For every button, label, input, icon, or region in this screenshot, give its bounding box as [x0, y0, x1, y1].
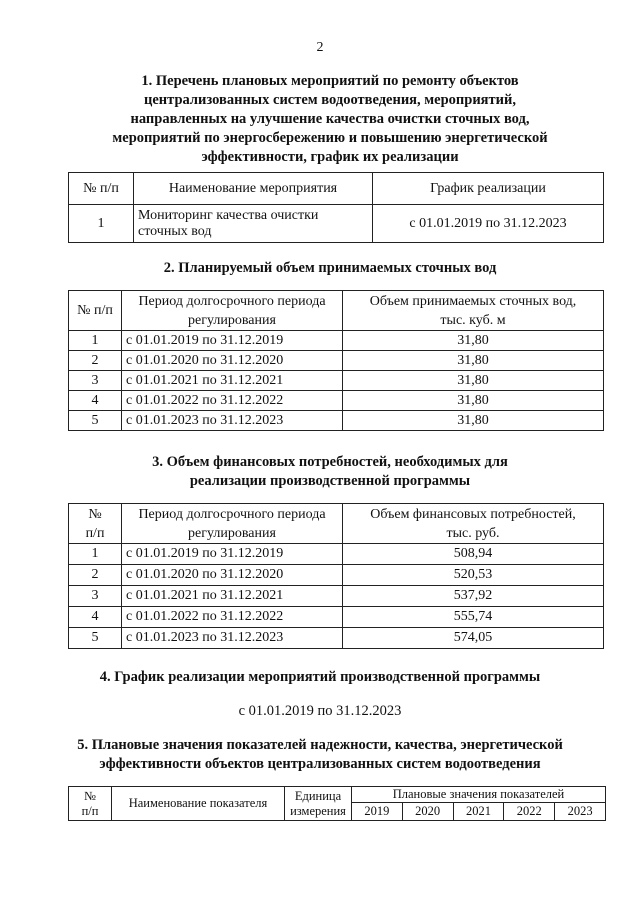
column-header-period [122, 291, 343, 331]
row-volume: 31,80 [343, 351, 604, 371]
row-number: 1 [69, 331, 122, 351]
section-5-title-line: эффективности объектов централизованных систем водоотведения [99, 756, 541, 772]
section-1-title-line: эффективности, график их реализации [201, 149, 459, 165]
column-header-planned-values: Плановые значения показателей [352, 787, 606, 803]
table-row [69, 391, 604, 411]
table-row [69, 411, 604, 431]
row-number: 2 [69, 565, 122, 586]
activities-table [68, 172, 604, 243]
section-1-title-line: 1. Перечень плановых мероприятий по ремонту объектов [141, 73, 519, 89]
table-row [69, 351, 604, 371]
wastewater-volume-table [68, 290, 604, 431]
row-financial-needs: 537,92 [343, 586, 604, 607]
row-period: с 01.01.2020 по 31.12.2020 [122, 565, 343, 586]
row-period: с 01.01.2019 по 31.12.2019 [122, 331, 343, 351]
row-volume: 31,80 [343, 411, 604, 431]
column-header-year: 2021 [453, 803, 504, 821]
section-5-title-line: 5. Плановые значения показателей надежности, качества, энергетической [77, 737, 563, 753]
row-period: с 01.01.2023 по 31.12.2023 [122, 411, 343, 431]
header-line: измерения [290, 803, 346, 818]
header-line: п/п [85, 525, 105, 541]
table-header-row [69, 291, 604, 331]
row-volume: 31,80 [343, 391, 604, 411]
section-1-title-line: мероприятий по энергосбережению и повышению энергетической [112, 130, 548, 146]
row-period: с 01.01.2022 по 31.12.2022 [122, 391, 343, 411]
row-number: 3 [69, 371, 122, 391]
row-financial-needs: 574,05 [343, 628, 604, 649]
row-period: с 01.01.2019 по 31.12.2019 [122, 544, 343, 565]
section-2-title-line: 2. Планируемый объем принимаемых сточных вод [163, 260, 497, 276]
row-financial-needs: 520,53 [343, 565, 604, 586]
table-header-row [69, 173, 604, 205]
section-1-title-line: направленных на улучшение качества очистки сточных вод, [130, 111, 530, 127]
row-number: 5 [69, 628, 122, 649]
column-header-number [69, 787, 112, 821]
row-financial-needs: 555,74 [343, 607, 604, 628]
section-4-title [20, 668, 620, 687]
column-header-number [69, 504, 122, 544]
header-line: тыс. руб. [446, 525, 500, 541]
column-header-financial-needs [343, 504, 604, 544]
table-row [69, 371, 604, 391]
header-line: Период долгосрочного периода [138, 506, 326, 522]
row-period: с 01.01.2022 по 31.12.2022 [122, 607, 343, 628]
column-header-year: 2020 [402, 803, 453, 821]
row-number: 5 [69, 411, 122, 431]
column-header-year: 2022 [504, 803, 555, 821]
activity-name [134, 205, 373, 243]
column-header-indicator-name: Наименование показателя [112, 787, 285, 821]
column-header-period [122, 504, 343, 544]
row-period: с 01.01.2021 по 31.12.2021 [122, 586, 343, 607]
header-line: Период долгосрочного периода [138, 293, 326, 309]
column-header-year: 2023 [555, 803, 606, 821]
implementation-period: с 01.01.2019 по 31.12.2023 [238, 703, 402, 719]
section-3-title-line: 3. Объем финансовых потребностей, необходимых для [152, 454, 508, 470]
column-header-unit [285, 787, 352, 821]
column-header-year: 2019 [352, 803, 403, 821]
column-header-volume [343, 291, 604, 331]
column-header-schedule: График реализации [373, 173, 604, 205]
row-number: 4 [69, 391, 122, 411]
header-line: № [84, 788, 96, 803]
column-header-number: № п/п [69, 173, 134, 205]
header-line: п/п [81, 803, 99, 818]
activity-name-line: Мониторинг качества очистки [138, 207, 319, 223]
header-line: регулирования [188, 525, 276, 541]
financial-needs-table [68, 503, 604, 649]
section-3-title-line: реализации производственной программы [189, 473, 471, 489]
header-line: регулирования [188, 312, 276, 328]
section-5-title [20, 736, 620, 774]
page-number: 2 [316, 40, 324, 55]
column-header-number: № п/п [69, 291, 122, 331]
row-number: 2 [69, 351, 122, 371]
section-1-title-line: централизованных систем водоотведения, мероприятий, [144, 92, 516, 108]
header-line: Единица [294, 788, 342, 803]
table-header-row [69, 787, 606, 803]
table-row [69, 205, 604, 243]
table-row [69, 607, 604, 628]
activity-schedule: с 01.01.2019 по 31.12.2023 [373, 205, 604, 243]
row-volume: 31,80 [343, 331, 604, 351]
row-period: с 01.01.2023 по 31.12.2023 [122, 628, 343, 649]
column-header-activity: Наименование мероприятия [134, 173, 373, 205]
row-number: 1 [69, 544, 122, 565]
row-number: 3 [69, 586, 122, 607]
indicators-table [68, 786, 606, 821]
table-row [69, 565, 604, 586]
table-row [69, 544, 604, 565]
section-4-title-line: 4. График реализации мероприятий производственной программы [99, 669, 541, 685]
row-period: с 01.01.2021 по 31.12.2021 [122, 371, 343, 391]
row-number: 4 [69, 607, 122, 628]
header-line: тыс. куб. м [440, 312, 506, 328]
row-volume: 31,80 [343, 371, 604, 391]
section-3-title [60, 453, 600, 491]
table-row [69, 331, 604, 351]
row-period: с 01.01.2020 по 31.12.2020 [122, 351, 343, 371]
table-header-row [69, 504, 604, 544]
table-row [69, 586, 604, 607]
activity-name-line: сточных вод [138, 223, 212, 239]
header-line: № [88, 506, 102, 522]
section-2-title [60, 259, 600, 278]
header-line: Объем финансовых потребностей, [370, 506, 576, 522]
row-financial-needs: 508,94 [343, 544, 604, 565]
header-line: Объем принимаемых сточных вод, [369, 293, 577, 309]
section-1-title [60, 72, 600, 167]
table-row [69, 628, 604, 649]
row-number: 1 [69, 205, 134, 243]
